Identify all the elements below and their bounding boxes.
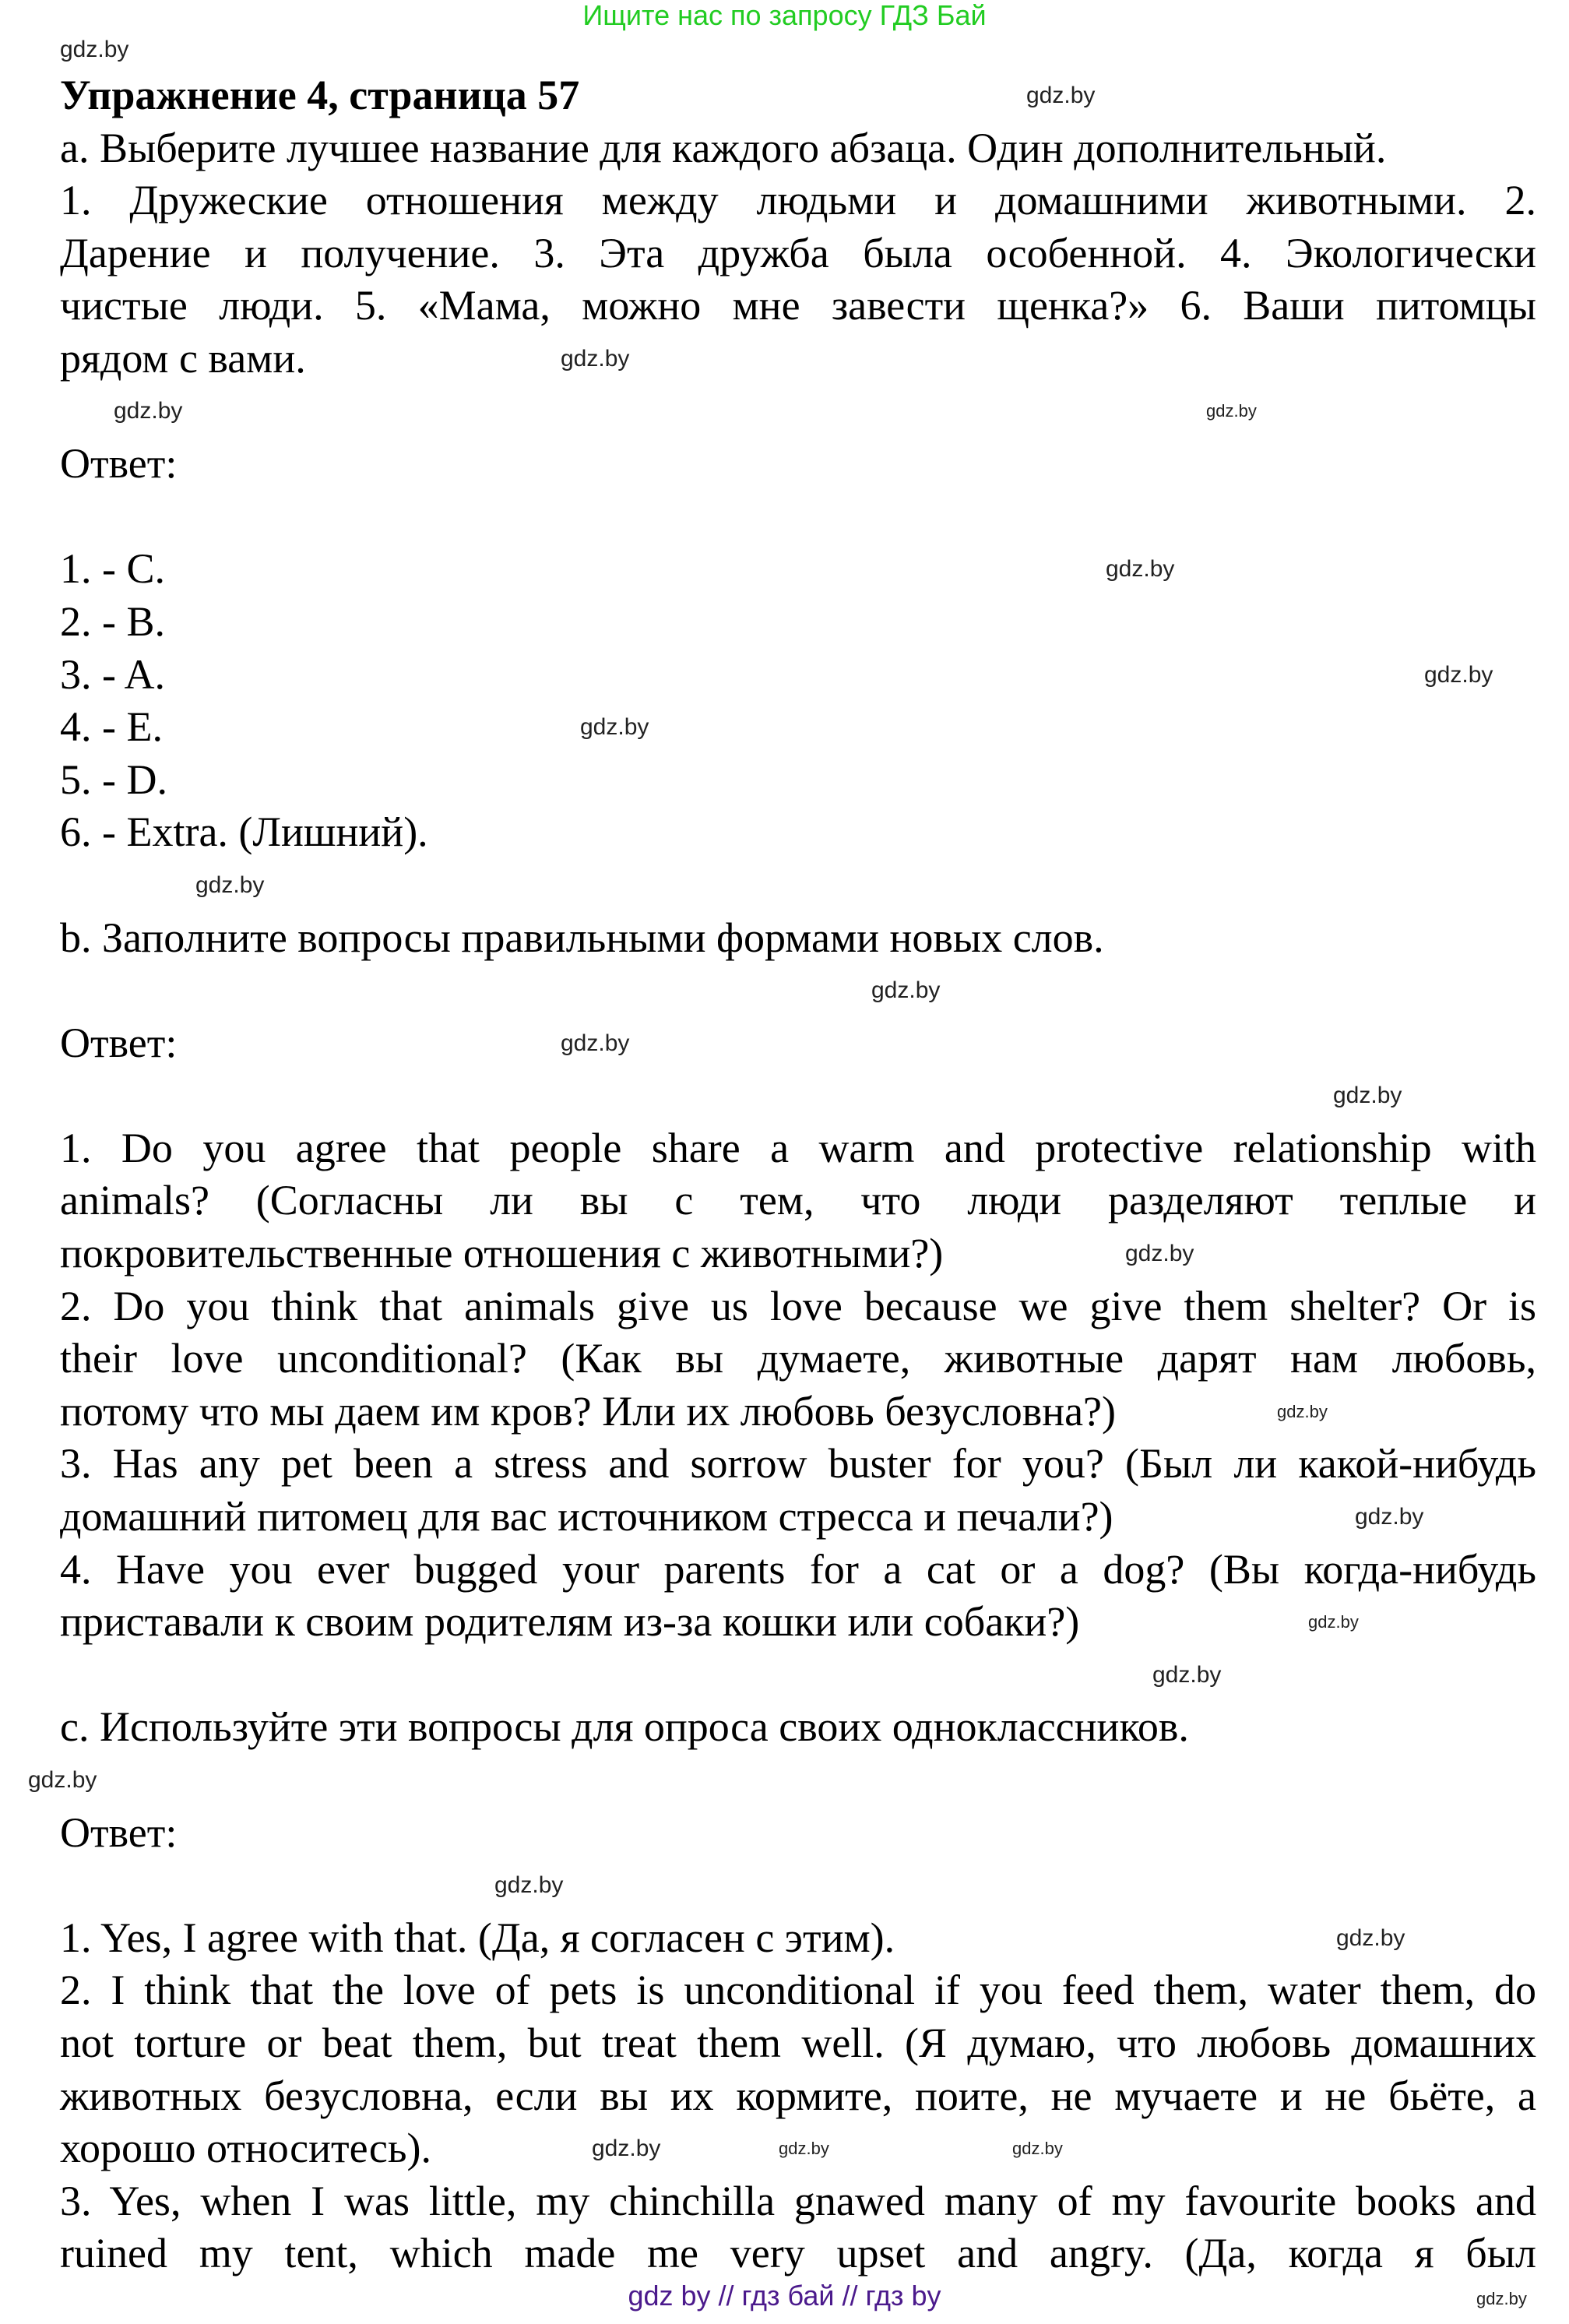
answer-text: хорошо относитесь).: [60, 2125, 432, 2172]
watermark: gdz.by: [1152, 1662, 1222, 1688]
watermark: gdz.by: [561, 1030, 630, 1056]
answer-text: 3. Has any pet been a stress and sorrow buster for you? (Был ли какой-нибудь: [60, 1440, 1536, 1488]
watermark: gdz.by: [1308, 1612, 1359, 1632]
watermark: gdz.by: [1333, 1083, 1402, 1108]
watermark: gdz.by: [1012, 2139, 1063, 2158]
watermark: gdz.by: [60, 37, 129, 62]
answer-text: потому что мы даем им кров? Или их любовь безусловна?): [60, 1387, 1117, 1435]
answer-text: покровительственные отношения с животными?): [60, 1230, 944, 1277]
answer-text: 1. Yes, I agree with that. (Да, я согласен с этим).: [60, 1914, 895, 1961]
watermark: gdz.by: [580, 714, 649, 740]
answer-label: Ответ:: [60, 1808, 178, 1856]
answer-text: 1. Do you agree that people share a warm and protective relationship with: [60, 1124, 1536, 1171]
watermark: gdz.by: [871, 977, 941, 1003]
answer-text: 4. Have you ever bugged your parents for a cat or a dog? (Вы когда-нибудь: [60, 1545, 1536, 1593]
answer-text: 2. I think that the love of pets is unconditional if you feed them, water them, do: [60, 1967, 1536, 2014]
watermark: gdz.by: [195, 872, 265, 898]
watermark: gdz.by: [561, 346, 630, 371]
watermark: gdz.by: [1125, 1241, 1194, 1266]
task-a-text: 1. Дружеские отношения между людьми и домашними животными. 2.: [60, 177, 1536, 224]
answer-text: приставали к своим родителям из-за кошки или собаки?): [60, 1598, 1080, 1646]
answer-text: animals? (Согласны ли вы с тем, что люди разделяют теплые и: [60, 1177, 1536, 1224]
answer-label: Ответ:: [60, 440, 178, 488]
page-title: Упражнение 4, страница 57: [60, 72, 580, 118]
answer-text: not torture or beat them, but treat them well. (Я думаю, что любовь домашних: [60, 2019, 1536, 2066]
watermark: gdz.by: [1277, 1402, 1328, 1421]
footer-links[interactable]: gdz by // гдз бай // гдз by: [628, 2280, 941, 2312]
answer-text: 3. Yes, when I was little, my chinchilla gnawed many of my favourite books and: [60, 2177, 1536, 2224]
task-c: c. Используйте эти вопросы для опроса своих одноклассников.: [60, 1703, 1189, 1751]
watermark: gdz.by: [592, 2136, 661, 2161]
answer-item: 6. - Extra. (Лишний).: [60, 808, 428, 856]
answer-item: 3. - A.: [60, 650, 165, 698]
answer-item: 1. - C.: [60, 545, 165, 593]
watermark: gdz.by: [1355, 1504, 1424, 1530]
answer-text: домашний питомец для вас источником стресса и печали?): [60, 1493, 1113, 1541]
watermark: gdz.by: [494, 1872, 564, 1898]
watermark: gdz.by: [1476, 2289, 1527, 2308]
watermark: gdz.by: [1106, 556, 1175, 582]
task-b: b. Заполните вопросы правильными формами новых слов.: [60, 914, 1104, 961]
answer-text: ruined my tent, which made me very upset and angry. (Да, когда я был: [60, 2230, 1536, 2277]
task-a-text: Дарение и получение. 3. Эта дружба была особенной. 4. Экологически: [60, 229, 1536, 276]
watermark: gdz.by: [1336, 1925, 1405, 1951]
answer-text: their love unconditional? (Как вы думаете, животные дарят нам любовь,: [60, 1335, 1536, 1382]
document-body: [60, 69, 1536, 2280]
task-a: а. Выберите лучшее название для каждого абзаца. Один дополнительный.: [60, 124, 1387, 171]
task-a-text: рядом с вами.: [60, 334, 306, 382]
answer-label: Ответ:: [60, 1019, 178, 1066]
watermark: gdz.by: [28, 1767, 97, 1793]
watermark: gdz.by: [1206, 401, 1257, 421]
watermark: gdz.by: [114, 398, 183, 424]
watermark: gdz.by: [1424, 662, 1493, 688]
answer-item: 2. - B.: [60, 597, 165, 645]
answer-item: 5. - D.: [60, 755, 167, 803]
task-a-text: чистые люди. 5. «Мама, можно мне завести щенка?» 6. Ваши питомцы: [60, 282, 1536, 329]
watermark: gdz.by: [779, 2139, 829, 2158]
answer-text: животных безусловна, если вы их кормите, поите, не мучаете и не бьёте, а: [60, 2072, 1536, 2119]
answer-text: 2. Do you think that animals give us love because we give them shelter? Or is: [60, 1282, 1536, 1329]
answer-item: 4. - E.: [60, 703, 163, 751]
watermark: gdz.by: [1026, 83, 1096, 108]
search-banner-link[interactable]: Ищите нас по запросу ГДЗ Бай: [582, 0, 987, 31]
